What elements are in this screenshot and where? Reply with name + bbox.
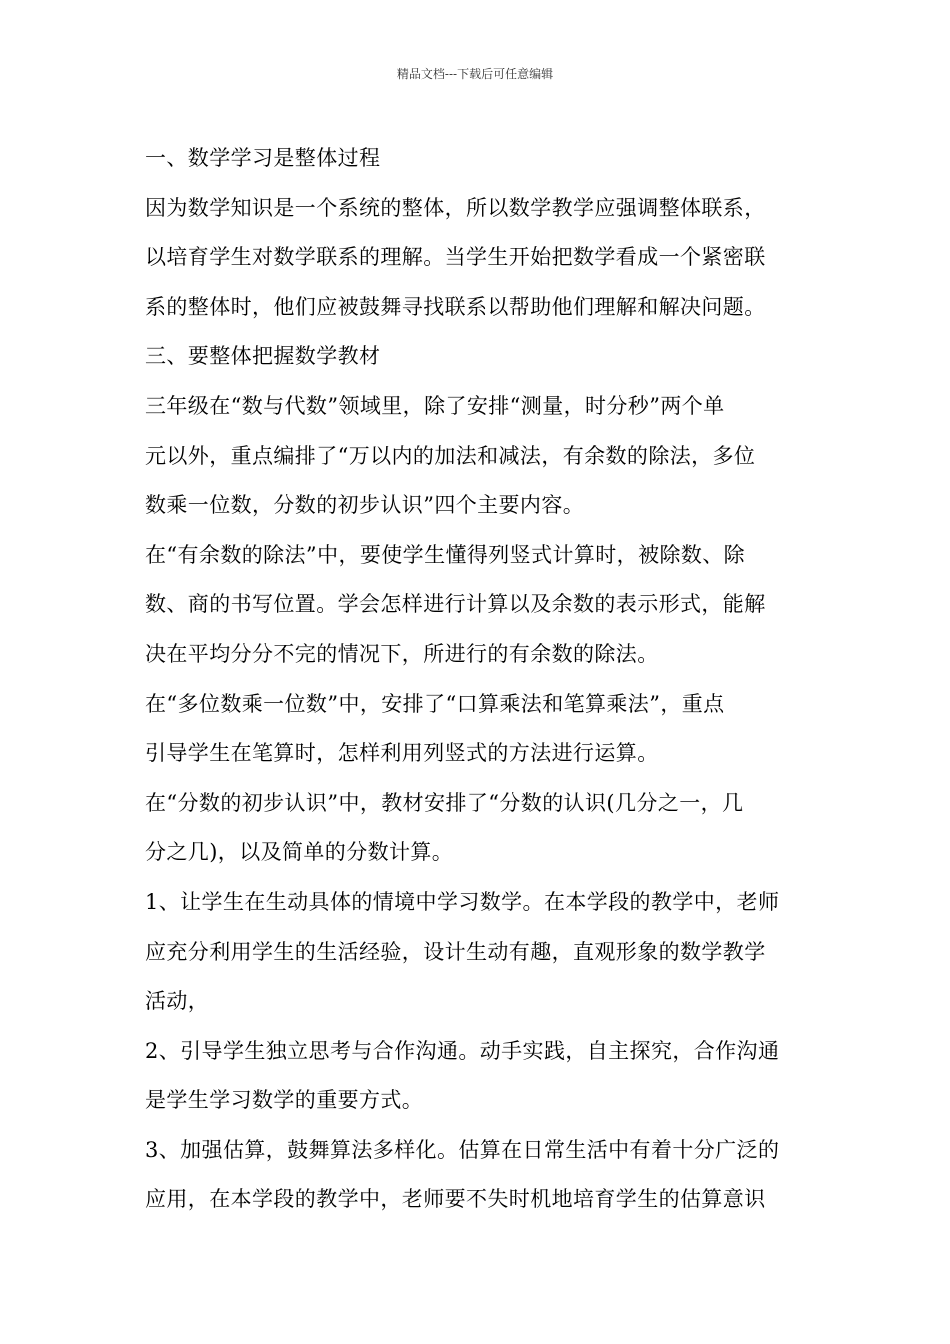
paragraph-line: 分之几)，以及简单的分数计算。 <box>145 840 454 865</box>
page-header: 精品文档---下载后可任意编辑 <box>396 67 554 81</box>
heading-3: 三、要整体把握数学教材 <box>145 344 381 369</box>
paragraph-line: 数乘一位数，分数的初步认识”四个主要内容。 <box>145 493 585 518</box>
paragraph-line: 决在平均分分不完的情况下，所进行的有余数的除法。 <box>145 641 659 666</box>
paragraph-line: 在“分数的初步认识”中，教材安排了“分数的认识(几分之一，几 <box>145 790 744 815</box>
paragraph-line: 应用，在本学段的教学中，老师要不失时机地培育学生的估算意识 <box>145 1187 766 1212</box>
document-body <box>145 134 810 1225</box>
heading-1: 一、数学学习是整体过程 <box>145 146 381 170</box>
paragraph-line: 元以外，重点编排了“万以内的加法和减法，有余数的除法，多位 <box>145 443 756 468</box>
paragraph-line: 三年级在“数与代数”领域里，除了安排“测量，时分秒”两个单 <box>145 393 725 418</box>
paragraph-line: 数、商的书写位置。学会怎样进行计算以及余数的表示形式，能解 <box>145 592 766 617</box>
paragraph-line: 活动， <box>145 989 210 1014</box>
paragraph-line: 以培育学生对数学联系的理解。当学生开始把数学看成一个紧密联 <box>145 245 766 270</box>
paragraph-line: 在“有余数的除法”中，要使学生懂得列竖式计算时，被除数、除 <box>145 542 746 567</box>
paragraph-line: 在“多位数乘一位数”中，安排了“口算乘法和笔算乘法”，重点 <box>145 691 725 716</box>
paragraph-line: 系的整体时，他们应被鼓舞寻找联系以帮助他们理解和解决问题。 <box>145 294 766 319</box>
paragraph-line: 是学生学习数学的重要方式。 <box>145 1088 424 1113</box>
paragraph-line: 应充分利用学生的生活经验，设计生动有趣，直观形象的数学教学 <box>145 939 766 964</box>
list-item-2: 2、引导学生独立思考与合作沟通。动手实践，自主探究，合作沟通 <box>145 1038 780 1063</box>
paragraph-line: 因为数学知识是一个系统的整体，所以数学教学应强调整体联系， <box>145 195 766 220</box>
list-item-3: 3、加强估算，鼓舞算法多样化。估算在日常生活中有着十分广泛的 <box>145 1137 780 1162</box>
list-item-1: 1、让学生在生动具体的情境中学习数学。在本学段的教学中，老师 <box>145 889 780 914</box>
paragraph-line: 引导学生在笔算时，怎样利用列竖式的方法进行运算。 <box>145 741 659 766</box>
